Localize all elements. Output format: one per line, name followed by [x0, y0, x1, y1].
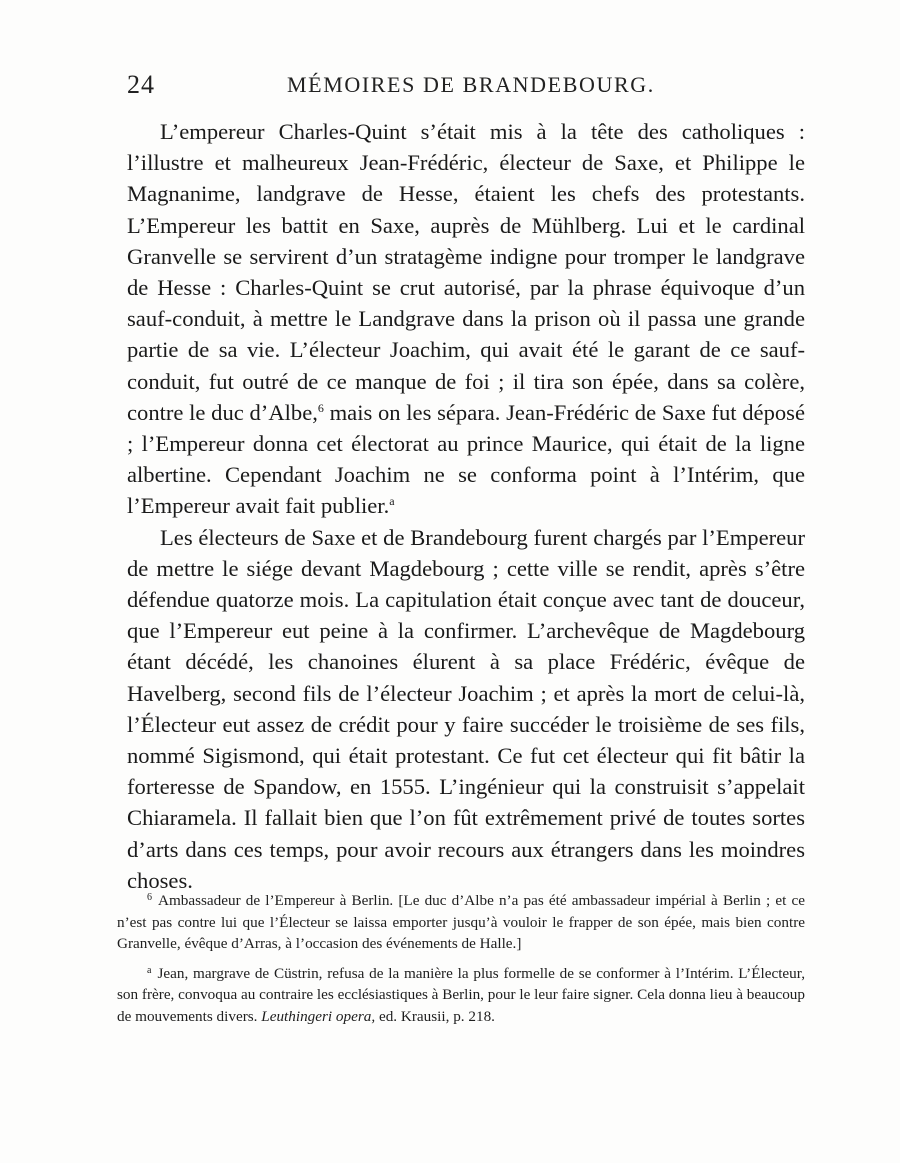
footnote-mark: a: [147, 964, 152, 976]
footnote-text: Jean, margrave de Cüstrin, refusa de la manière la plus formelle de se conformer à l’Intérim. L’Électeur, son frère, convoqua au contraire les ecclésiastiques à Berlin, pour le leur faire signer. Cela donna lieu à beaucoup de mouvements divers.: [117, 964, 805, 1025]
running-title: MÉMOIRES DE BRANDEBOURG.: [287, 72, 655, 97]
main-text: [127, 116, 805, 896]
paragraph: [127, 522, 805, 896]
footnote-text: ed. Krausii, p. 218.: [375, 1007, 495, 1025]
page-number: 24: [127, 70, 155, 99]
page-header: [127, 70, 805, 104]
footnote-citation-title: Leuthingeri opera,: [261, 1007, 376, 1025]
footnote-reference: 6: [317, 400, 324, 415]
paragraph-text: Les électeurs de Saxe et de Brandebourg furent chargés par l’Empereur de mettre le siége devant Magdebourg ; cette ville se rendit, après s’être défendue quatorze mois. La capitulation était conçue avec tant de douceur, que l’Empereur eut peine à la confirmer. L’archevêque de Magdebourg étant décédé, les chanoines élurent à sa place Frédéric, évêque de Havelberg, second fils de l’électeur Joachim ; et après la mort de celui-là, l’Électeur eut assez de crédit pour y faire succéder le troisième de ses fils, nommé Sigismond, qui était protestant. Ce fut cet électeur qui fit bâtir la forteresse de Spandow, en 1555. L’ingénieur qui la construisit s’appelait Chiaramela. Il fallait bien que l’on fût extrêmement privé de toutes sortes d’arts dans ces temps, pour avoir recours aux étrangers dans les moindres choses.: [127, 524, 805, 893]
footnote-mark: 6: [147, 892, 152, 903]
footnote: [117, 890, 805, 955]
footnotes: [117, 890, 805, 1036]
footnote-reference: a: [389, 494, 395, 509]
footnote-text: Ambassadeur de l’Empereur à Berlin. [Le duc d’Albe n’a pas été ambassadeur impérial à Berlin ; et ce n’est pas contre lui que l’Électeur se laissa emporter jusqu’à vouloir le frapper de son épée, mais bien contre Granvelle, évêque d’Arras, à l’occasion des événements de Halle.]: [117, 892, 805, 953]
paragraph-text: L’empereur Charles-Quint s’était mis à la tête des catholiques : l’illustre et malheureux Jean-Frédéric, électeur de Saxe, et Philippe le Magnanime, landgrave de Hesse, étaient les chefs des protestants. L’Empereur les battit en Saxe, auprès de Mühlberg. Lui et le cardinal Granvelle se servirent d’un stratagème indigne pour tromper le landgrave de Hesse : Charles-Quint se crut autorisé, par la phrase équivoque d’un sauf-conduit, à mettre le Landgrave dans la prison où il passa une grande partie de sa vie. L’électeur Joachim, qui avait été le garant de ce sauf-conduit, fut outré de ce manque de foi ; il tira son épée, dans sa colère, contre le duc d’Albe,: [127, 119, 805, 425]
paragraph: [127, 116, 805, 522]
paragraph-text: mais on les sépara. Jean-Frédéric de Saxe fut déposé ; l’Empereur donna cet électorat au prince Maurice, qui était de la ligne albertine. Cependant Joachim ne se conforma point à l’Intérim, que l’Empereur avait fait publier.: [127, 399, 805, 519]
footnote: [117, 963, 805, 1028]
